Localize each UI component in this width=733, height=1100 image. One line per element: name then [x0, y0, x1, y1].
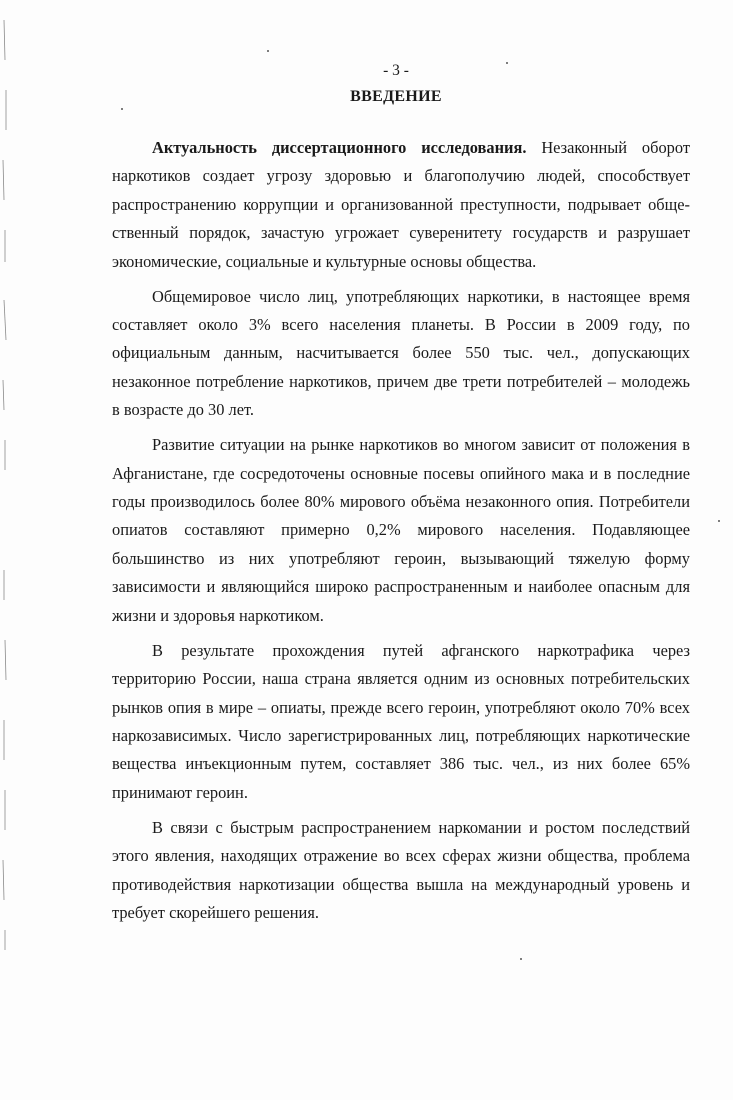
- scan-speck: [718, 520, 720, 522]
- paragraph-relevance: [112, 134, 690, 276]
- scan-speck: [267, 50, 269, 52]
- page-title: ВВЕДЕНИЕ: [350, 88, 442, 105]
- scan-edge-noise: [0, 0, 16, 1100]
- body-text: [112, 134, 690, 934]
- paragraph-lead: Актуальность диссертационного исследования.: [152, 138, 527, 157]
- paragraph-afghanistan: Развитие ситуации на рынке наркотиков во многом зависит от положения в Афганистане, где сосредоточены основные посевы опийного мака и в последние годы производилось более 80% мирового объёма незаконного опия. Потребители опиатов составляют примерно 0,2% мирового населения. Подавляющее большинство из них употребляют героин, вызывающий тяжелую форму зависимости и являющийся широко распространенным и наиболее опасным для жизни и здоровья наркотиком.: [112, 435, 690, 625]
- scan-speck: [121, 108, 123, 110]
- paragraph-russia-transit: В результате прохождения путей афганского наркотрафика через территорию России, наша страна является одним из основных потребительских рынков опия в мире – опиаты, прежде всего героин, употребляют около 70% всех наркозависимых. Число зарегистрированных лиц, потребляющих наркотические вещества инъекционным путем, составляет 386 тыс. чел., из них более 65% принимают героин.: [112, 640, 690, 802]
- paragraph-drug-users: Общемировое число лиц, употребляющих наркотики, в настоящее время составляет около 3% всего населения планеты. В России в 2009 году, по официальным данным, насчитывается более 550 тыс. чел., допускающих незаконное потребление наркотиков, причем две трети потребителей – молодежь в возрасте до 30 лет.: [112, 286, 690, 420]
- page-number: - 3 -: [383, 62, 409, 79]
- paragraph-conclusion: В связи с быстрым распространением наркомании и ростом последствий этого явления, находящих отражение во всех сферах жизни общества, проблема противодействия наркотизации общества вышла на международный уровень и требует скорейшего решения.: [112, 817, 690, 922]
- scan-speck: [520, 958, 522, 960]
- paragraph-text: Незаконный оборот наркотиков создает угрозу здоровью и благополучию людей, способствует распространению коррупции и организованной преступности, подрывает обще-ственный порядок, зачастую угрожает суверенитету государств и разрушает экономические, социальные и культурные основы общества.: [112, 138, 690, 271]
